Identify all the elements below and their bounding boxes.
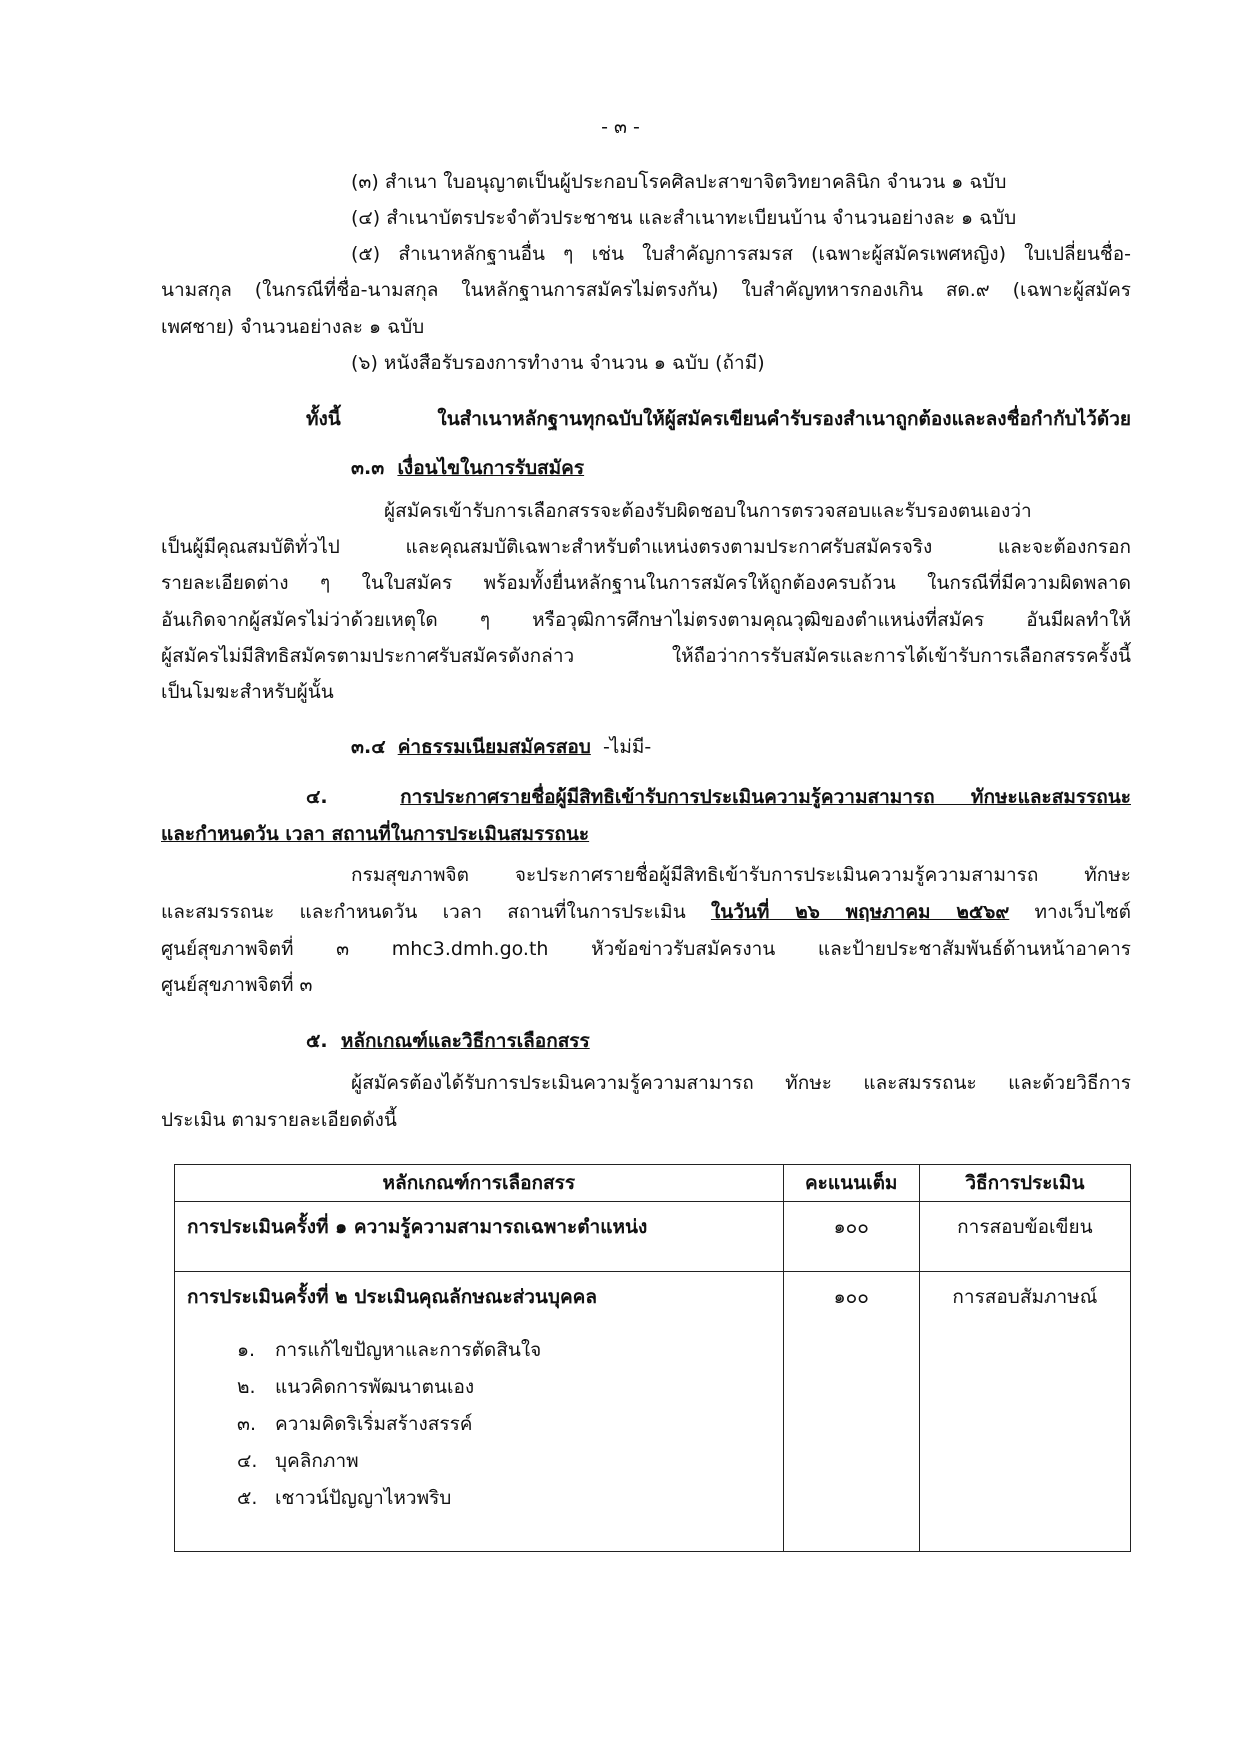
score-cell: ๑๐๐ xyxy=(783,1202,919,1272)
doc-item-5-line-3: เพศชาย) จำนวนอย่างละ ๑ ฉบับ xyxy=(161,316,425,338)
column-header: หลักเกณฑ์การเลือกสรร xyxy=(175,1165,784,1202)
certification-note: ทั้งนี้ ในสำเนาหลักฐานทุกฉบับให้ผู้สมัครเขียนคำรับรองสำเนาถูกต้องและลงชื่อกำกับไว้ด้วย xyxy=(306,408,1131,430)
item-text: ความคิดริเริ่มสร้างสรรค์ xyxy=(275,1413,473,1435)
list-item xyxy=(237,1480,783,1517)
sub-criteria-list xyxy=(187,1332,783,1517)
selection-criteria-table xyxy=(174,1164,1131,1552)
section-4-heading xyxy=(306,783,1131,811)
text-segment: และสมรรถนะ และกำหนดวัน เวลา สถานที่ในการประเมิน xyxy=(161,901,686,923)
item-text: เชาวน์ปัญญาไหวพริบ xyxy=(275,1487,452,1509)
item-text: บุคลิกภาพ xyxy=(275,1450,359,1472)
paragraph-line: ประเมิน ตามรายละเอียดดังนี้ xyxy=(161,1109,397,1131)
method-cell: การสอบสัมภาษณ์ xyxy=(919,1272,1130,1552)
fee-value: -ไม่มี- xyxy=(602,736,652,758)
section-title-line-1: การประกาศรายชื่อผู้มีสิทธิเข้ารับการประเมินความรู้ความสามารถ ทักษะและสมรรถนะ xyxy=(400,786,1131,808)
doc-item-6: (๖) หนังสือรับรองการทำงาน จำนวน ๑ ฉบับ (ถ้ามี) xyxy=(351,352,765,374)
paragraph-line: เป็นผู้มีคุณสมบัติทั่วไป และคุณสมบัติเฉพาะสำหรับตำแหน่งตรงตามประกาศรับสมัครจริง และจะต้องกรอก xyxy=(161,536,1131,558)
item-number: ๔. xyxy=(237,1450,258,1472)
announcement-date: ในวันที่ ๒๖ พฤษภาคม ๒๕๖๙ xyxy=(710,901,1010,923)
section-3-3-heading xyxy=(351,454,584,482)
section-number: ๔. xyxy=(306,786,328,808)
section-number: ๕. xyxy=(306,1030,328,1052)
section-title: หลักเกณฑ์และวิธีการเลือกสรร xyxy=(340,1030,590,1052)
item-number: ๑. xyxy=(237,1339,256,1361)
criterion-cell: การประเมินครั้งที่ ๑ ความรู้ความสามารถเฉพาะตำแหน่ง xyxy=(175,1202,784,1272)
list-item xyxy=(237,1406,783,1443)
paragraph-line: รายละเอียดต่าง ๆ ในใบสมัคร พร้อมทั้งยื่นหลักฐานในการสมัครให้ถูกต้องครบถ้วน ในกรณีที่มีความผิดพลาด xyxy=(161,572,1131,594)
paragraph-line: ผู้สมัครเข้ารับการเลือกสรรจะต้องรับผิดชอบในการตรวจสอบและรับรองตนเองว่า xyxy=(384,500,1032,522)
score-cell: ๑๐๐ xyxy=(783,1272,919,1552)
list-item xyxy=(237,1443,783,1480)
column-header: คะแนนเต็ม xyxy=(783,1165,919,1202)
section-3-4-heading xyxy=(351,733,651,761)
section-number: ๓.๔ xyxy=(351,736,386,758)
text-segment: ทางเว็บไซต์ xyxy=(1034,901,1131,923)
criterion-cell xyxy=(175,1272,784,1552)
item-number: ๒. xyxy=(237,1376,256,1398)
section-number: ๓.๓ xyxy=(351,457,385,479)
table-header-row xyxy=(175,1165,1131,1202)
column-header: วิธีการประเมิน xyxy=(919,1165,1130,1202)
table-row xyxy=(175,1272,1131,1552)
list-item xyxy=(237,1369,783,1406)
paragraph-line: ศูนย์สุขภาพจิตที่ ๓ mhc3.dmh.go.th หัวข้อข่าวรับสมัครงาน และป้ายประชาสัมพันธ์ด้านหน้าอาคาร xyxy=(161,938,1131,960)
paragraph-line: อันเกิดจากผู้สมัครไม่ว่าด้วยเหตุใด ๆ หรือวุฒิการศึกษาไม่ตรงตามคุณวุฒิของตำแหน่งที่สมัคร อันมีผลทำให้ xyxy=(161,609,1131,631)
doc-item-5-line-2: นามสกุล (ในกรณีที่ชื่อ-นามสกุล ในหลักฐานการสมัครไม่ตรงกัน) ใบสำคัญทหารกองเกิน สด.๙ (เฉพาะผู้สมัคร xyxy=(161,279,1131,301)
item-text: แนวคิดการพัฒนาตนเอง xyxy=(275,1376,475,1398)
paragraph-line: เป็นโมฆะสำหรับผู้นั้น xyxy=(161,681,334,703)
method-cell: การสอบข้อเขียน xyxy=(919,1202,1130,1272)
item-text: การแก้ไขปัญหาและการตัดสินใจ xyxy=(275,1339,542,1361)
paragraph-line: ศูนย์สุขภาพจิตที่ ๓ xyxy=(161,974,313,996)
list-item xyxy=(237,1332,783,1369)
doc-item-5-line-1: (๕) สำเนาหลักฐานอื่น ๆ เช่น ใบสำคัญการสมรส (เฉพาะผู้สมัครเพศหญิง) ใบเปลี่ยนชื่อ- xyxy=(351,243,1131,265)
page-number: - ๓ - xyxy=(601,116,640,138)
section-title-line-2: และกำหนดวัน เวลา สถานที่ในการประเมินสมรรถนะ xyxy=(161,823,590,845)
doc-item-4: (๔) สำเนาบัตรประจำตัวประชาชน และสำเนาทะเบียนบ้าน จำนวนอย่างละ ๑ ฉบับ xyxy=(351,207,1017,229)
paragraph-line-with-date xyxy=(161,898,1131,926)
section-title: เงื่อนไขในการรับสมัคร xyxy=(397,457,585,479)
item-number: ๓. xyxy=(237,1413,257,1435)
section-5-heading xyxy=(306,1027,590,1055)
criterion-title: การประเมินครั้งที่ ๒ ประเมินคุณลักษณะส่วนบุคคล xyxy=(187,1286,598,1308)
paragraph-line: กรมสุขภาพจิต จะประกาศรายชื่อผู้มีสิทธิเข้ารับการประเมินความรู้ความสามารถ ทักษะ xyxy=(351,864,1131,886)
paragraph-line: ผู้สมัครต้องได้รับการประเมินความรู้ความสามารถ ทักษะ และสมรรถนะ และด้วยวิธีการ xyxy=(351,1072,1131,1094)
section-4-heading-cont xyxy=(161,820,589,848)
item-number: ๕. xyxy=(237,1487,258,1509)
paragraph-line: ผู้สมัครไม่มีสิทธิสมัครตามประกาศรับสมัครดังกล่าว ให้ถือว่าการรับสมัครและการได้เข้ารับการเลือกสรรครั้งนี้ xyxy=(161,645,1131,667)
doc-item-3: (๓) สำเนา ใบอนุญาตเป็นผู้ประกอบโรคศิลปะสาขาจิตวิทยาคลินิก จำนวน ๑ ฉบับ xyxy=(351,171,1007,193)
table-row xyxy=(175,1202,1131,1272)
section-title: ค่าธรรมเนียมสมัครสอบ xyxy=(397,736,591,758)
